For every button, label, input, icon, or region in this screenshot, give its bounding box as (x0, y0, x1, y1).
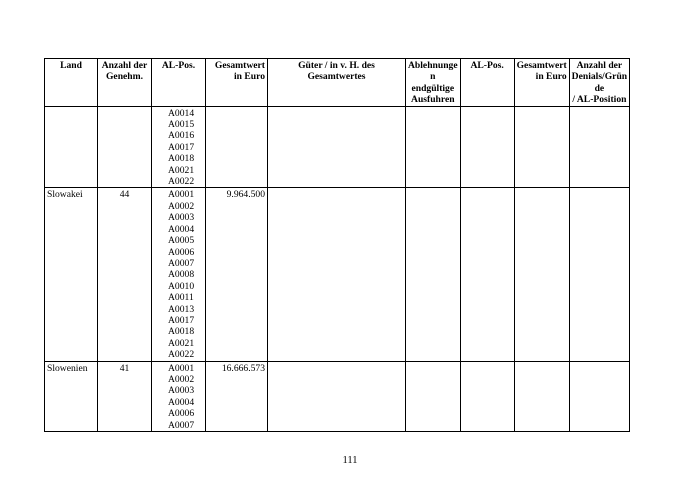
al-position: A0010 (168, 280, 195, 292)
header-gesamtwert: Gesamtwert in Euro (206, 59, 268, 107)
al-position: A0015 (168, 119, 195, 131)
al-position: A0021 (168, 164, 195, 176)
header-row (45, 59, 630, 107)
al-position: A0005 (168, 235, 195, 247)
cell-gueter (268, 188, 406, 361)
cell-anzahl-denials (569, 188, 629, 361)
cell-land: Slowenien (45, 361, 98, 431)
cell-al-pos-denial (460, 361, 514, 431)
header-land: Land (45, 59, 98, 107)
header-al-pos: AL-Pos. (152, 59, 206, 107)
table-row (45, 188, 630, 361)
cell-gesamtwert: 9.964.500 (206, 188, 268, 361)
cell-gesamtwert-denial (514, 106, 569, 188)
cell-gesamtwert (206, 106, 268, 188)
cell-anzahl-denials (569, 361, 629, 431)
al-position: A0006 (168, 246, 195, 258)
header-gesamtwert-denial: Gesamtwert in Euro (514, 59, 569, 107)
cell-ablehnungen (406, 106, 461, 188)
al-position: A0002 (168, 200, 195, 212)
al-position: A0021 (168, 337, 195, 349)
al-position: A0004 (168, 223, 195, 235)
export-table (44, 58, 630, 432)
cell-ablehnungen (406, 188, 461, 361)
cell-gesamtwert-denial (514, 188, 569, 361)
header-gueter: Güter / in v. H. des Gesamtwertes (268, 59, 406, 107)
cell-gesamtwert-denial (514, 361, 569, 431)
table-body (45, 106, 630, 431)
al-position: A0003 (168, 385, 195, 397)
al-position: A0007 (168, 419, 195, 431)
al-position: A0014 (168, 107, 195, 119)
al-position: A0008 (168, 269, 195, 281)
al-position: A0003 (168, 212, 195, 224)
al-position: A0001 (168, 189, 195, 201)
cell-land (45, 106, 98, 188)
al-position: A0001 (168, 362, 195, 374)
cell-gesamtwert: 16.666.573 (206, 361, 268, 431)
cell-anzahl: 44 (98, 188, 152, 361)
cell-anzahl-denials (569, 106, 629, 188)
cell-gueter (268, 361, 406, 431)
header-ablehnungen: Ablehnunge n endgültige Ausfuhren (406, 59, 461, 107)
al-position: A0018 (168, 326, 195, 338)
al-position: A0022 (168, 176, 195, 188)
al-position: A0007 (168, 257, 195, 269)
header-anzahl-denials: Anzahl der Denials/Grün de / AL-Position (569, 59, 629, 107)
cell-land: Slowakei (45, 188, 98, 361)
al-position: A0022 (168, 349, 195, 361)
al-position: A0006 (168, 408, 195, 420)
header-anzahl-genehm: Anzahl der Genehm. (98, 59, 152, 107)
cell-gueter (268, 106, 406, 188)
cell-anzahl (98, 106, 152, 188)
cell-al-pos-denial (460, 106, 514, 188)
al-position: A0013 (168, 303, 195, 315)
al-position: A0016 (168, 130, 195, 142)
cell-al-pos-denial (460, 188, 514, 361)
al-position: A0017 (168, 141, 195, 153)
page-number: 111 (342, 455, 358, 466)
al-position: A0002 (168, 373, 195, 385)
al-position: A0017 (168, 314, 195, 326)
al-position: A0004 (168, 396, 195, 408)
header-al-pos-denial: AL-Pos. (460, 59, 514, 107)
cell-al-pos (152, 188, 206, 361)
table-row (45, 361, 630, 431)
al-position: A0011 (168, 292, 194, 304)
al-position: A0018 (168, 153, 195, 165)
cell-ablehnungen (406, 361, 461, 431)
table-row (45, 106, 630, 188)
cell-al-pos (152, 361, 206, 431)
cell-anzahl: 41 (98, 361, 152, 431)
cell-al-pos (152, 106, 206, 188)
